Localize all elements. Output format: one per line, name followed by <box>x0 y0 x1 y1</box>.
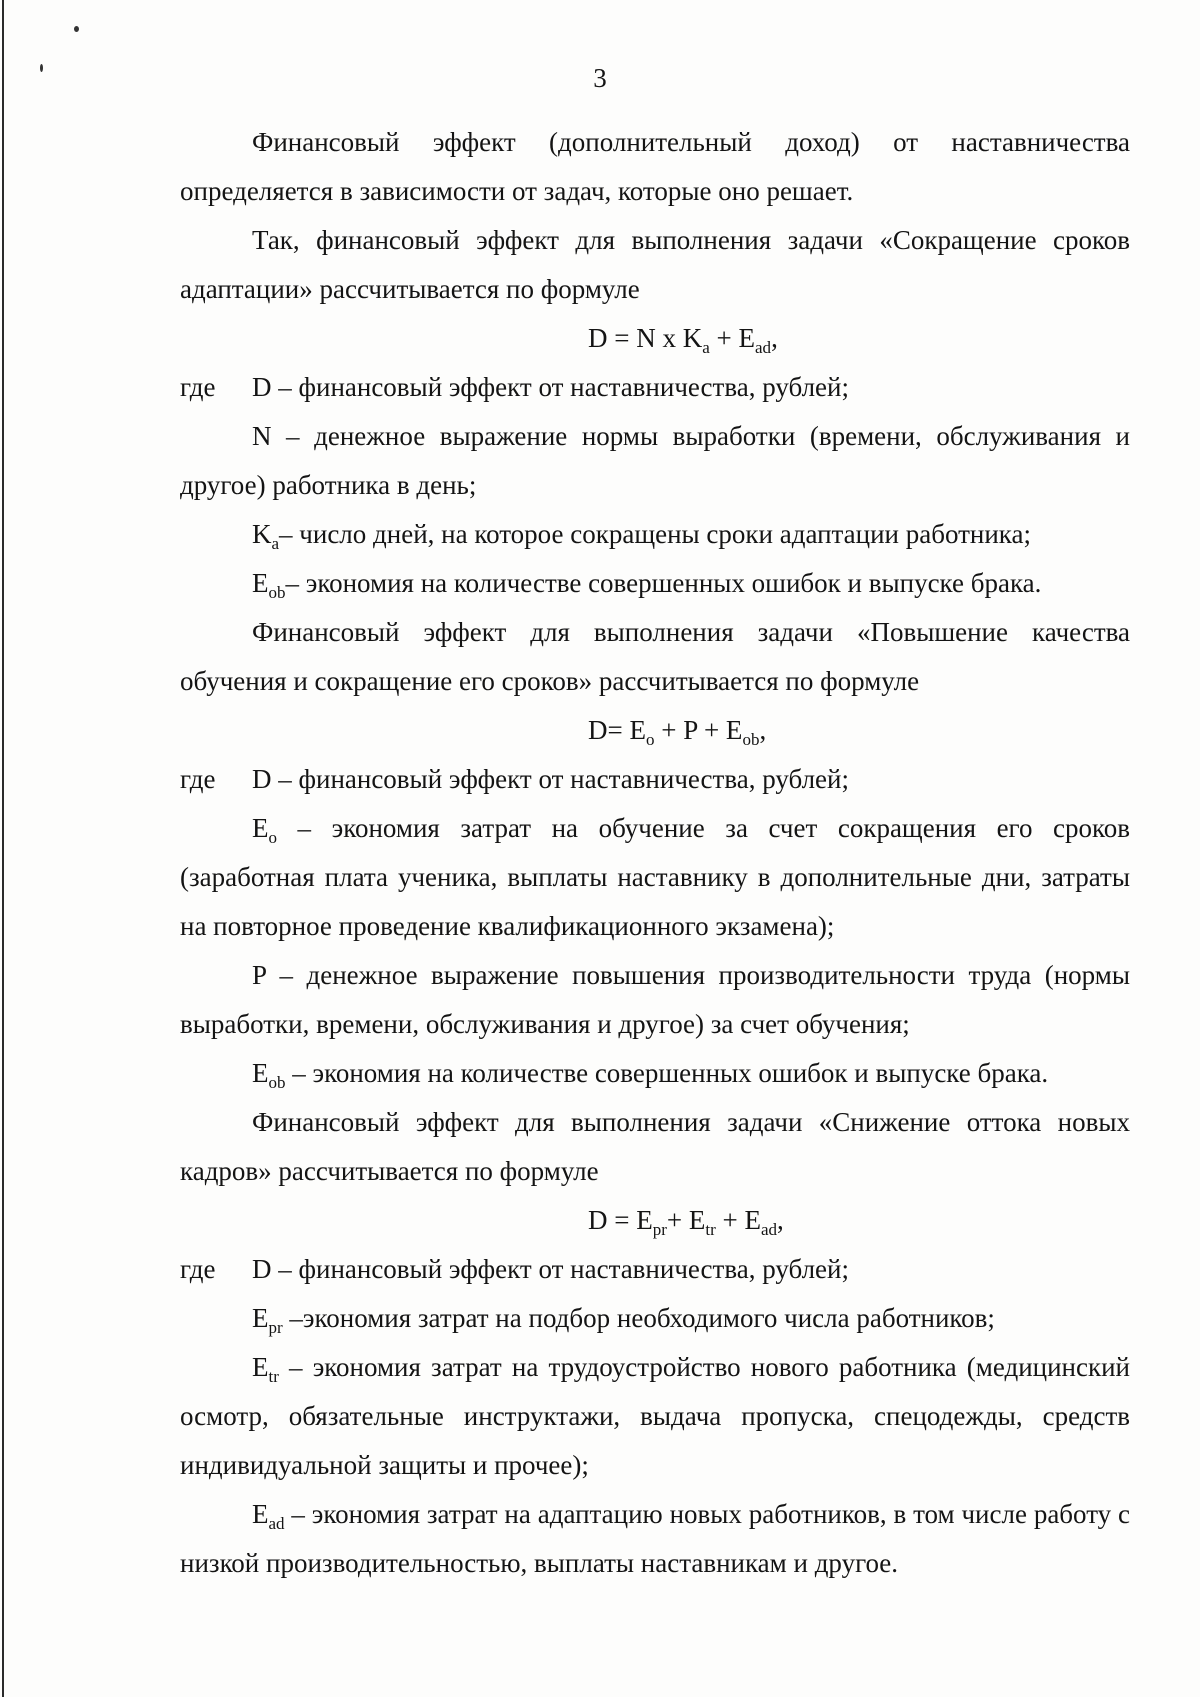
formula-training: $D= E_o + P + E_{ob}$, <box>588 715 767 749</box>
paragraph-task-retention: Финансовый эффект для выполнения задачи «Снижение оттока новых кадров» рассчитывается по формуле <box>180 1107 1130 1186</box>
formula-adaptation: D = N x $K_a + E_{ad}$, <box>588 323 778 357</box>
definition-d-1: где D – финансовый эффект от наставничества, рублей; <box>180 363 1130 412</box>
definition-eo: $E_o$ – экономия затрат на обучение за счет сокращения его сроков (заработная плата ученика, выплаты наставнику в дополнительные дни, затраты на повторное проведение квалификационного экзамена); <box>180 813 1130 941</box>
definition-d-2: где D – финансовый эффект от наставничества, рублей; <box>180 755 1130 804</box>
definition-eob-1: $E_{ob}-$ экономия на количестве совершенных ошибок и выпуске брака. <box>252 568 1042 602</box>
definition-epr: $E_{pr}$ –экономия затрат на подбор необходимого числа работников; <box>252 1303 995 1337</box>
definition-ead: $E_{ad}$ – экономия затрат на адаптацию новых работников, в том числе работу с низкой производительностью, выплаты наставникам и другое. <box>180 1499 1130 1578</box>
formula-retention: $D = E_{pr}+ E_{tr} + E_{ad}$, <box>588 1205 784 1239</box>
page-number: 3 <box>593 63 607 93</box>
scan-speck <box>74 26 79 32</box>
where-label: где <box>180 372 216 402</box>
definition-p: P – денежное выражение повышения производительности труда (нормы выработки, времени, обслуживания и другое) за счет обучения; <box>180 960 1130 1039</box>
definition-eob-2: $E_{ob}$ – экономия на количестве совершенных ошибок и выпуске брака. <box>252 1058 1049 1092</box>
definition-d-3: где D – финансовый эффект от наставничества, рублей; <box>180 1245 1130 1294</box>
paragraph-intro: Финансовый эффект (дополнительный доход) от наставничества определяется в зависимости от задач, которые оно решает. <box>180 127 1130 206</box>
paragraph-task-training: Финансовый эффект для выполнения задачи «Повышение качества обучения и сокращение его сроков» рассчитывается по формуле <box>180 617 1130 696</box>
definition-n: N – денежное выражение нормы выработки (времени, обслуживания и другое) работника в день; <box>180 421 1130 500</box>
definition-etr: $E_{tr}$ – экономия затрат на трудоустройство нового работника (медицинский осмотр, обязательные инструктажи, выдача пропуска, спецодежды, средств индивидуальной защиты и прочее); <box>180 1352 1130 1480</box>
where-label: где <box>180 1254 216 1284</box>
paragraph-task-adaptation: Так, финансовый эффект для выполнения задачи «Сокращение сроков адаптации» рассчитывается по формуле <box>180 225 1130 304</box>
page-edge-line <box>2 0 4 1697</box>
where-label: где <box>180 764 216 794</box>
definition-ka: $K_a-$ число дней, на которое сокращены сроки адаптации работника; <box>252 519 1031 553</box>
document-body <box>180 118 1130 1588</box>
